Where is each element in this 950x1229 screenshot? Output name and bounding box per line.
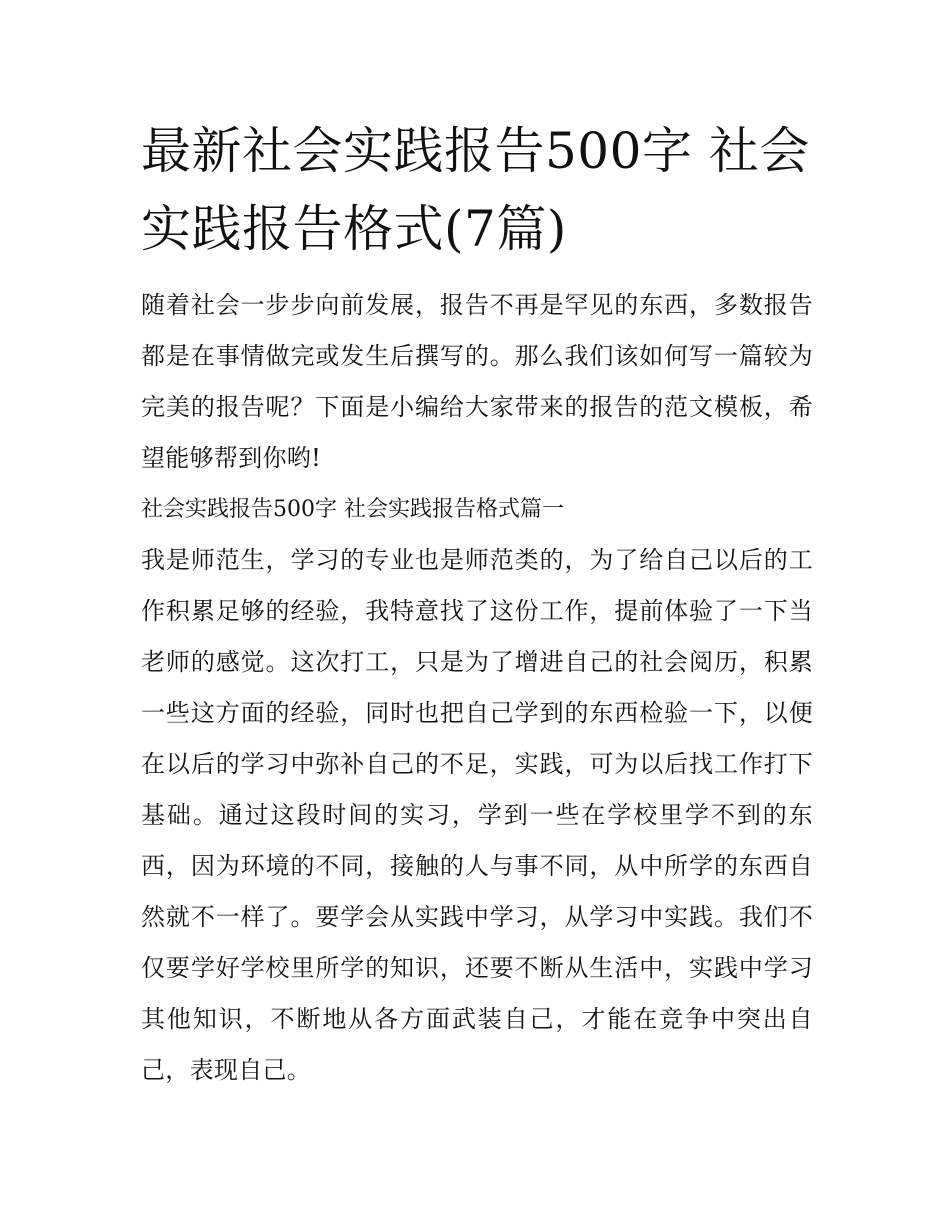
document-content [141, 112, 813, 1096]
section-heading: 社会实践报告500字 社会实践报告格式篇一 [141, 497, 564, 522]
section-body-paragraph: 我是师范生，学习的专业也是师范类的，为了给自己以后的工作积累足够的经验，我特意找了这份工作，提前体验了一下当老师的感觉。这次打工，只是为了增进自己的社会阅历，积累一些这方面的经验，同时也把自己学到的东西检验一下，以便在以后的学习中弥补自己的不足，实践，可为以后找工作打下基础。通过这段时间的实习，学到一些在学校里学不到的东西，因为环境的不同，接触的人与事不同，从中所学的东西自然就不一样了。要学会从实践中学习，从学习中实践。我们不仅要学好学校里所学的知识，还要不断从生活中，实践中学习其他知识，不断地从各方面武装自己，才能在竞争中突出自己，表现自己。 [141, 546, 813, 1084]
intro-paragraph: 随着社会一步步向前发展，报告不再是罕见的东西，多数报告都是在事情做完或发生后撰写的。那么我们该如何写一篇较为完美的报告呢？下面是小编给大家带来的报告的范文模板，希望能够帮到你哟! [141, 291, 813, 472]
document-title: 最新社会实践报告500字 社会实践报告格式(7篇) [141, 122, 810, 258]
